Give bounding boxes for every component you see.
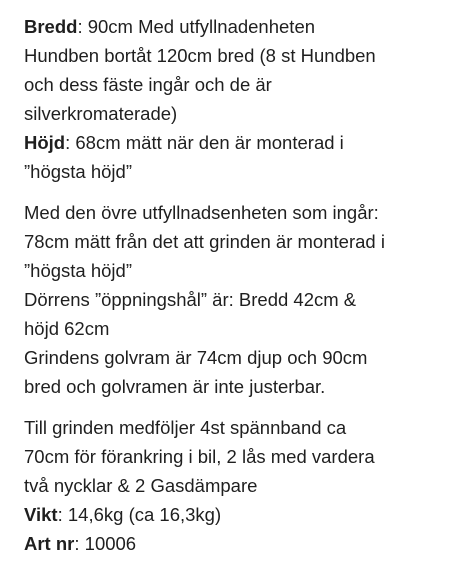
extension-line-1: Med den övre utfyllnadsenheten som ingår: [24, 202, 379, 223]
vikt-label: Vikt [24, 504, 58, 525]
extension-line-7: bred och golvramen är inte justerbar. [24, 376, 326, 397]
bredd-label: Bredd [24, 16, 78, 37]
vikt-line [24, 500, 445, 529]
hojd-label: Höjd [24, 132, 66, 153]
artnr-line [24, 529, 445, 558]
hojd-value: : 68cm mätt när den är monterad i [65, 132, 344, 153]
extension-line-5: höjd 62cm [24, 318, 110, 339]
bredd-line [24, 12, 445, 41]
extension-line-2: 78cm mätt från det att grinden är monterad i [24, 231, 385, 252]
extension-paragraph [24, 198, 445, 401]
included-line-2: 70cm för förankring i bil, 2 lås med vardera [24, 446, 375, 467]
included-line-3: två nycklar & 2 Gasdämpare [24, 475, 258, 496]
artnr-value: : 10006 [74, 533, 137, 554]
dimensions-paragraph [24, 12, 445, 186]
bredd-line-3: och dess fäste ingår och de är [24, 74, 272, 95]
extension-line-6: Grindens golvram är 74cm djup och 90cm [24, 347, 368, 368]
hojd-line-2: ”högsta höjd” [24, 161, 132, 182]
included-paragraph [24, 413, 445, 558]
extension-line-3: ”högsta höjd” [24, 260, 132, 281]
hojd-line [24, 128, 445, 157]
artnr-label: Art nr [24, 533, 75, 554]
extension-line-4: Dörrens ”öppningshål” är: Bredd 42cm & [24, 289, 357, 310]
included-line-1: Till grinden medföljer 4st spännband ca [24, 417, 347, 438]
bredd-line-2: Hundben bortåt 120cm bred (8 st Hundben [24, 45, 376, 66]
vikt-value: : 14,6kg (ca 16,3kg) [57, 504, 222, 525]
bredd-line-4: silverkromaterade) [24, 103, 178, 124]
bredd-value: : 90cm Med utfyllnadenheten [77, 16, 316, 37]
